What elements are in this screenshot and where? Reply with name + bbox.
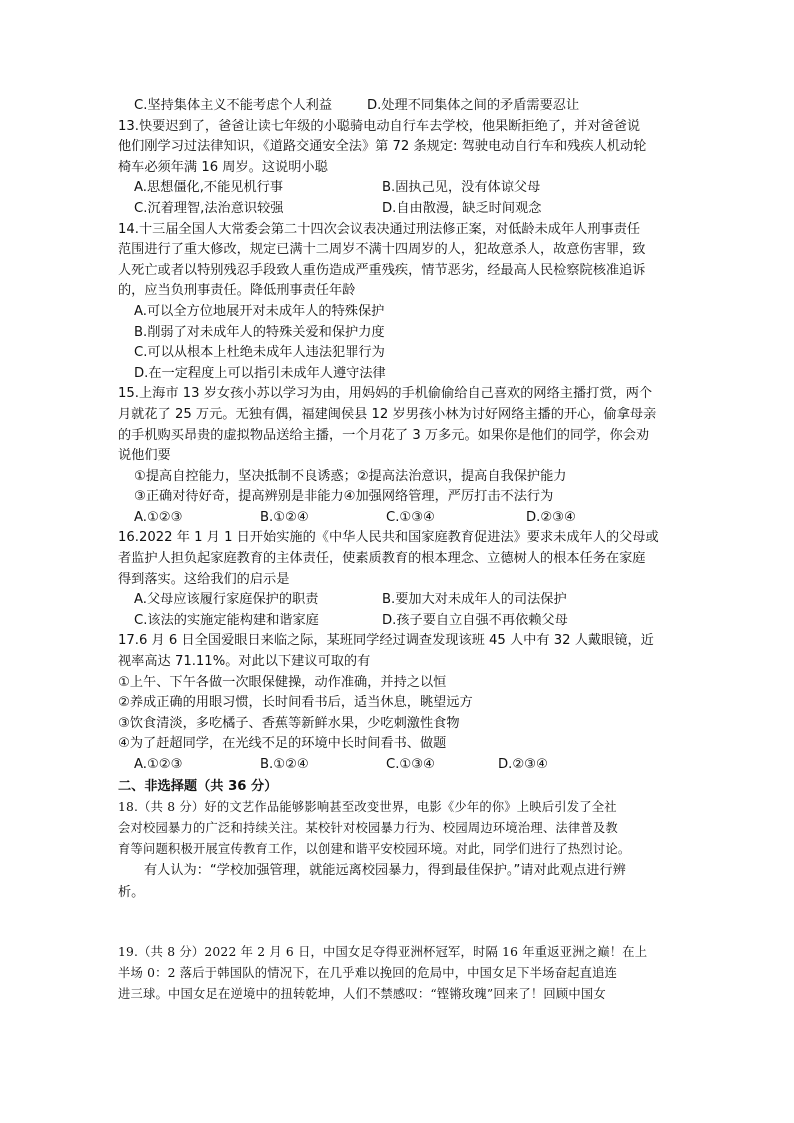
q16-option-a: A.父母应该履行家庭保护的职责	[134, 592, 319, 608]
q17-option-d: D.②③④	[498, 757, 548, 772]
q13-option-c: C.沉着理智,法治意识较强	[134, 200, 284, 216]
q12-options-cd	[118, 96, 678, 117]
q18-prompt-line: 有人认为：“学校加强管理，就能远离校园暴力，得到最佳保护。”请对此观点进行辨	[144, 862, 626, 878]
q15-option-c: C.①③④	[386, 509, 435, 525]
q15-stem-line: 的手机购买昂贵的虚拟物品送给主播，一个月花了 3 万多元。如果你是他们的同学，你会劝	[118, 427, 650, 443]
q15-stem-line: 说他们要	[118, 448, 171, 464]
q15-statement: ③正确对待好奇，提高辨别是非能力④加强网络管理，严厉打击不法行为	[134, 489, 554, 505]
q14-stem-line: 人死亡或者以特别残忍手段致人重伤造成严重残疾，情节恶劣，经最高人民检察院核准追诉	[118, 262, 646, 278]
q18-prompt-line: 析。	[118, 884, 145, 900]
q17-option-a: A.①②③	[134, 757, 183, 772]
question-18	[118, 797, 678, 904]
q17-statement: ③饮食清淡，多吃橘子、香蕉等新鲜水果，少吃刺激性食物	[118, 715, 460, 731]
q17-statement: ②养成正确的用眼习惯，长时间看书后，适当休息，眺望远方	[118, 695, 473, 711]
q13-option-a: A.思想僵化,不能见机行事	[134, 180, 284, 196]
q16-stem-line: 者监护人担负起家庭教育的主体责任，使素质教育的根本理念、立德树人的根本任务在家庭	[118, 551, 646, 567]
question-14	[118, 220, 678, 385]
q17-statement: ①上午、下午各做一次眼保健操，动作准确，并持之以恒	[118, 674, 447, 690]
q18-stem-line: 会对校园暴力的广泛和持续关注。某校针对校园暴力行为、校园周边环境治理、法律普及教	[118, 820, 618, 835]
q15-options	[118, 508, 678, 529]
q14-option-a: A.可以全方位地展开对未成年人的特殊保护	[134, 303, 385, 319]
q13-stem-line: 椅车必须年满 16 周岁。这说明小聪	[118, 159, 328, 175]
q12-option-c: C.坚持集体主义不能考虑个人利益	[134, 98, 333, 113]
answer-space	[118, 904, 678, 942]
q15-statement: ①提高自控能力，坚决抵制不良诱惑；②提高法治意识，提高自我保护能力	[134, 468, 567, 484]
q16-stem-line: 得到落实。这给我们的启示是	[118, 571, 290, 587]
q18-stem-line: 育等问题积极开展宣传教育工作，以创建和谐平安校园环境。对此，同学们进行了热烈讨论。	[118, 841, 631, 856]
q17-stem-line: 17.6 月 6 日全国爱眼日来临之际，某班同学经过调查发现该班 45 人中有 32 人戴眼镜，近	[118, 633, 654, 649]
q12-option-d: D.处理不同集体之间的矛盾需要忍让	[367, 98, 580, 113]
q15-stem-line: 15.上海市 13 岁女孩小苏以学习为由，用妈妈的手机偷偷给自己喜欢的网络主播打赏，两个	[118, 386, 653, 402]
question-15	[118, 384, 678, 528]
q13-stem-line: 13.快要迟到了，爸爸让读七年级的小聪骑电动自行车去学校，他果断拒绝了，并对爸爸说	[118, 118, 641, 134]
q16-option-d: D.孩子要自立自强不再依赖父母	[382, 612, 568, 628]
q17-option-b: B.①②④	[260, 757, 309, 772]
q13-options-cd	[118, 199, 678, 220]
q14-option-d: D.在一定程度上可以指引未成年人遵守法律	[134, 365, 386, 381]
q14-option-c: C.可以从根本上杜绝未成年人违法犯罪行为	[134, 345, 385, 361]
q17-options	[118, 755, 678, 776]
question-17	[118, 631, 678, 775]
q16-options-cd	[118, 611, 678, 632]
q15-option-d: D.②③④	[526, 509, 576, 525]
q16-option-b: B.要加大对未成年人的司法保护	[382, 592, 567, 608]
q15-option-b: B.①②④	[260, 509, 309, 525]
q15-stem-line: 月就花了 25 万元。无独有偶，福建闽侯县 12 岁男孩小林为讨好网络主播的开心，偷拿母亲	[118, 406, 657, 422]
q18-stem-line: 18.（共 8 分）好的文艺作品能够影响甚至改变世界，电影《少年的你》上映后引发了全社	[118, 799, 617, 814]
question-19	[118, 942, 678, 1005]
q13-option-b: B.固执己见，没有体谅父母	[382, 180, 541, 196]
q16-options-ab	[118, 590, 678, 611]
q13-options-ab	[118, 178, 678, 199]
section-2-title: 二、非选择题（共 36 分）	[118, 778, 278, 794]
q19-stem-line: 19.（共 8 分）2022 年 2 月 6 日，中国女足夺得亚洲杯冠军，时隔 16 年重返亚洲之巅！在上	[118, 944, 648, 959]
exam-content	[118, 96, 678, 1005]
q17-option-c: C.①③④	[386, 757, 435, 772]
q19-stem-line: 半场 0：2 落后于韩国队的情况下，在几乎难以挽回的危局中，中国女足下半场奋起直追连	[118, 965, 618, 980]
q13-stem-line: 他们刚学习过法律知识，《道路交通安全法》第 72 条规定: 驾驶电动自行车和残疾人机动轮	[118, 139, 647, 155]
q16-option-c: C.该法的实施定能构建和谐家庭	[134, 612, 319, 628]
question-13	[118, 117, 678, 220]
q15-option-a: A.①②③	[134, 509, 183, 525]
q14-option-b: B.削弱了对未成年人的特殊关爱和保护力度	[134, 324, 385, 340]
q17-stem-line: 视率高达 71.11%。对此以下建议可取的有	[118, 654, 371, 670]
question-16	[118, 528, 678, 631]
q14-stem-line: 14.十三届全国人大常委会第二十四次会议表决通过刑法修正案，对低龄未成年人刑事责任	[118, 221, 641, 237]
q16-stem-line: 16.2022 年 1 月 1 日开始实施的《中华人民共和国家庭教育促进法》要求未成年人的父母或	[118, 530, 659, 546]
q19-stem-line: 进三球。中国女足在逆境中的扭转乾坤，人们不禁感叹：“铿锵玫瑰”回来了！回顾中国女	[118, 986, 606, 1001]
q13-option-d: D.自由散漫，缺乏时间观念	[382, 200, 542, 216]
q17-statement: ④为了赶超同学，在光线不足的环境中长时间看书、做题	[118, 736, 447, 752]
q14-stem-line: 范围进行了重大修改，规定已满十二周岁不满十四周岁的人，犯故意杀人，故意伤害罪，致	[118, 242, 646, 258]
q14-stem-line: 的，应当负刑事责任。降低刑事责任年龄	[118, 283, 356, 299]
